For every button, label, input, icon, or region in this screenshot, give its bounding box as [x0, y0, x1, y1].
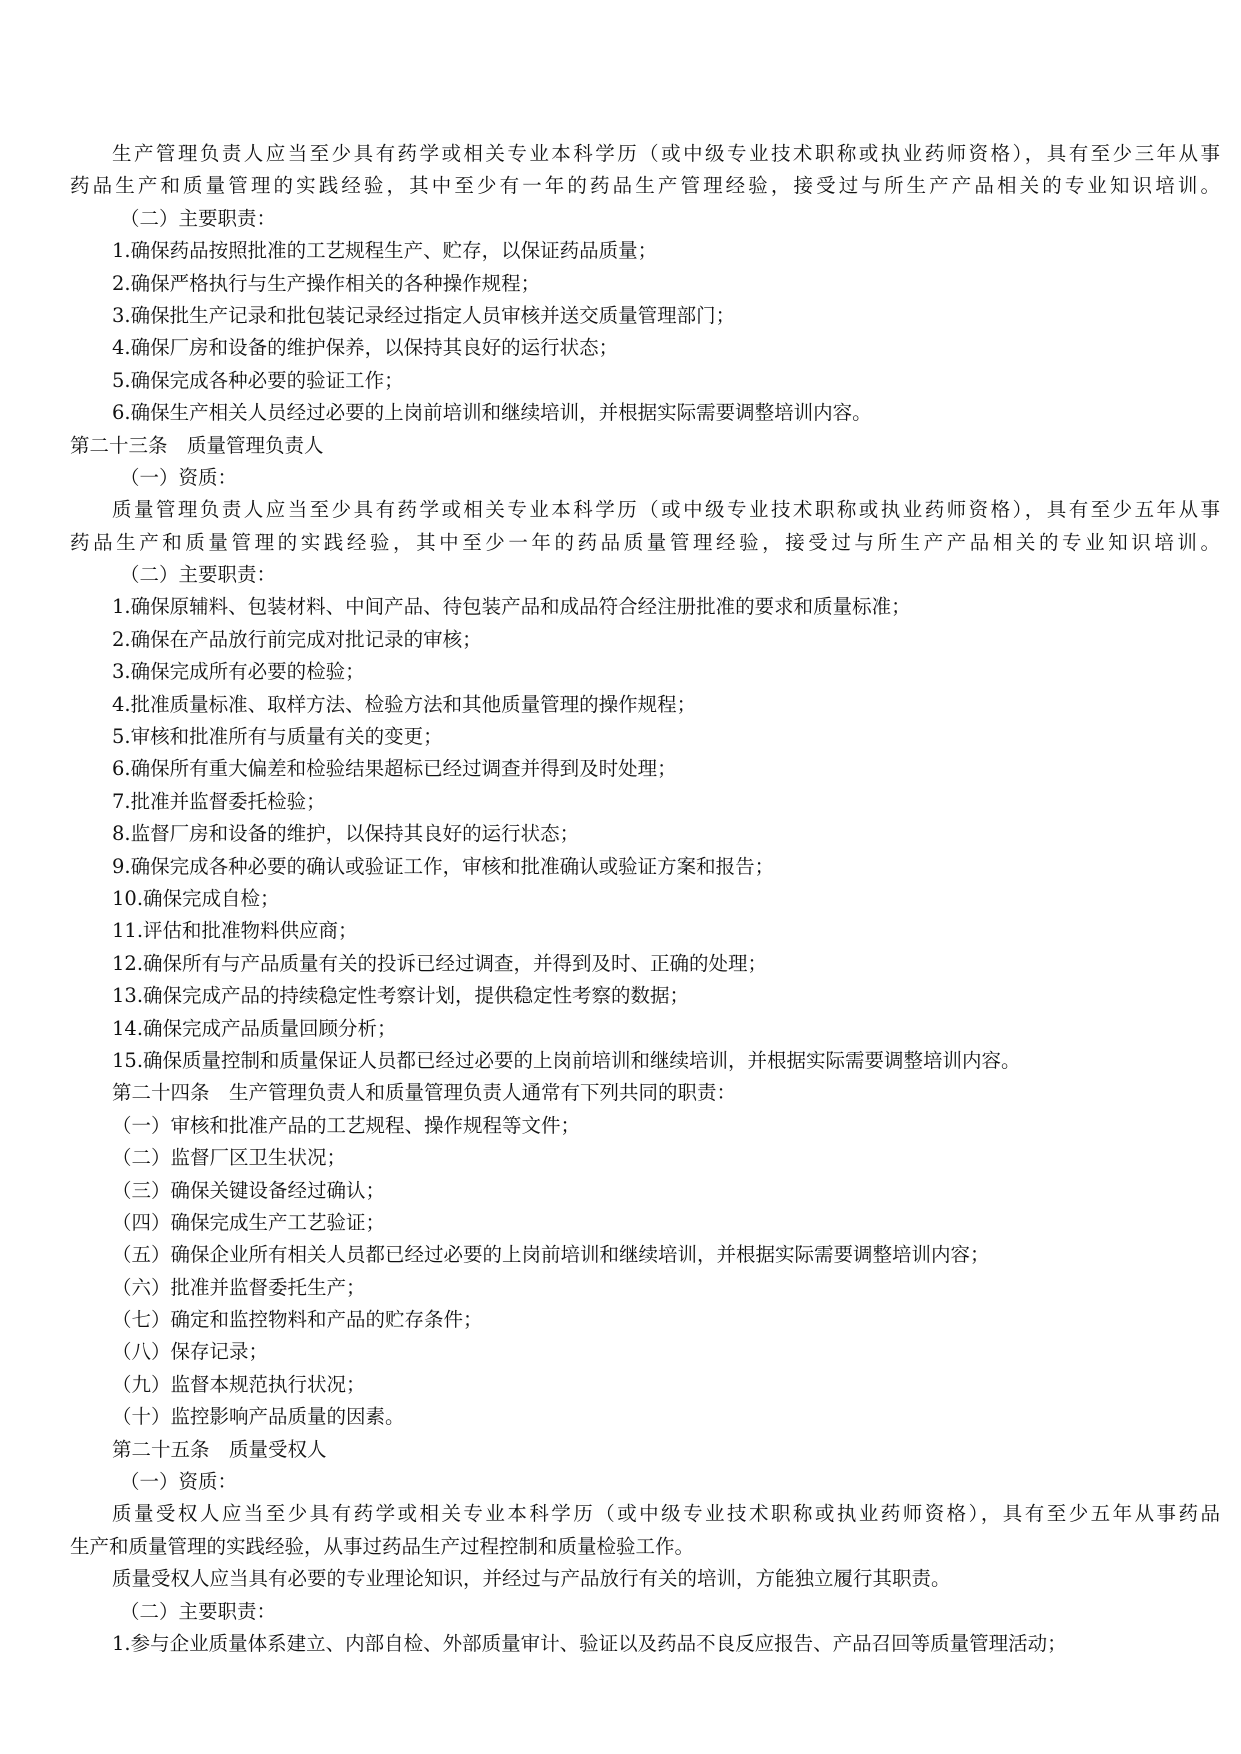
list-item: 7.批准并监督委托检验；: [112, 789, 326, 813]
list-item: （五）确保企业所有相关人员都已经过必要的上岗前培训和继续培训，并根据实际需要调整培训内容；: [112, 1243, 990, 1267]
list-item: 4.确保厂房和设备的维护保养，以保持其良好的运行状态；: [112, 336, 619, 360]
list-item: 6.确保生产相关人员经过必要的上岗前培训和继续培训，并根据实际需要调整培训内容。: [112, 401, 872, 425]
list-item: 1.确保原辅料、包装材料、中间产品、待包装产品和成品符合经注册批准的要求和质量标准；: [112, 595, 911, 619]
list-item: （七）确定和监控物料和产品的贮存条件；: [112, 1308, 483, 1332]
paragraph-line: 药品生产和质量管理的实践经验，其中至少有一年的药品生产管理经验，接受过与所生产产品相关的专业知识培训。: [70, 174, 1220, 198]
paragraph-line: 质量受权人应当至少具有药学或相关专业本科学历（或中级专业技术职称或执业药师资格），具有至少五年从事药品: [112, 1502, 1220, 1526]
list-item: （三）确保关键设备经过确认；: [112, 1178, 386, 1202]
list-item: （八）保存记录；: [112, 1340, 269, 1364]
list-item: 12.确保所有与产品质量有关的投诉已经过调查，并得到及时、正确的处理；: [112, 951, 768, 975]
list-item: 10.确保完成自检；: [112, 886, 280, 910]
document-body: [70, 138, 1220, 1660]
paragraph-line: 质量受权人应当具有必要的专业理论知识，并经过与产品放行有关的培训，方能独立履行其职责。: [112, 1567, 951, 1591]
section-heading: （二）主要职责：: [120, 1599, 277, 1623]
article-heading: 第二十五条 质量受权人: [112, 1437, 327, 1461]
list-item: 3.确保批生产记录和批包装记录经过指定人员审核并送交质量管理部门；: [112, 303, 736, 327]
list-item: 6.确保所有重大偏差和检验结果超标已经过调查并得到及时处理；: [112, 757, 677, 781]
list-item: （二）监督厂区卫生状况；: [112, 1146, 347, 1170]
list-item: 11.评估和批准物料供应商；: [112, 919, 358, 943]
paragraph-line: 生产和质量管理的实践经验，从事过药品生产过程控制和质量检验工作。: [70, 1534, 695, 1558]
list-item: 15.确保质量控制和质量保证人员都已经过必要的上岗前培训和继续培训，并根据实际需要调整培训内容。: [112, 1048, 1021, 1072]
section-heading: （一）资质：: [120, 465, 238, 489]
list-item: 5.审核和批准所有与质量有关的变更；: [112, 725, 443, 749]
list-item: 4.批准质量标准、取样方法、检验方法和其他质量管理的操作规程；: [112, 692, 697, 716]
list-item: 1.参与企业质量体系建立、内部自检、外部质量审计、验证以及药品不良反应报告、产品召回等质量管理活动；: [112, 1631, 1067, 1655]
article-heading: 第二十三条 质量管理负责人: [70, 433, 324, 457]
paragraph-line: 生产管理负责人应当至少具有药学或相关专业本科学历（或中级专业技术职称或执业药师资格），具有至少三年从事: [112, 142, 1220, 165]
list-item: 14.确保完成产品质量回顾分析；: [112, 1016, 397, 1040]
list-item: （十）监控影响产品质量的因素。: [112, 1405, 405, 1429]
list-item: 1.确保药品按照批准的工艺规程生产、贮存，以保证药品质量；: [112, 239, 658, 263]
section-heading: （二）主要职责：: [120, 206, 277, 230]
list-item: 2.确保严格执行与生产操作相关的各种操作规程；: [112, 271, 541, 295]
list-item: 5.确保完成各种必要的验证工作；: [112, 368, 404, 392]
list-item: 8.监督厂房和设备的维护，以保持其良好的运行状态；: [112, 822, 580, 846]
list-item: （一）审核和批准产品的工艺规程、操作规程等文件；: [112, 1113, 581, 1137]
paragraph-line: 质量管理负责人应当至少具有药学或相关专业本科学历（或中级专业技术职称或执业药师资格），具有至少五年从事: [112, 498, 1220, 522]
list-item: （九）监督本规范执行状况；: [112, 1372, 366, 1396]
list-item: 9.确保完成各种必要的确认或验证工作，审核和批准确认或验证方案和报告；: [112, 854, 775, 878]
list-item: 2.确保在产品放行前完成对批记录的审核；: [112, 627, 482, 651]
list-item: （四）确保完成生产工艺验证；: [112, 1210, 386, 1234]
list-item: 13.确保完成产品的持续稳定性考察计划，提供稳定性考察的数据；: [112, 984, 690, 1008]
article-heading: 第二十四条 生产管理负责人和质量管理负责人通常有下列共同的职责：: [112, 1081, 737, 1105]
section-heading: （二）主要职责：: [120, 563, 277, 587]
paragraph-line: 药品生产和质量管理的实践经验，其中至少一年的药品质量管理经验，接受过与所生产产品相关的专业知识培训。: [70, 530, 1220, 554]
section-heading: （一）资质：: [120, 1470, 238, 1494]
list-item: 3.确保完成所有必要的检验；: [112, 660, 365, 684]
list-item: （六）批准并监督委托生产；: [112, 1275, 366, 1299]
